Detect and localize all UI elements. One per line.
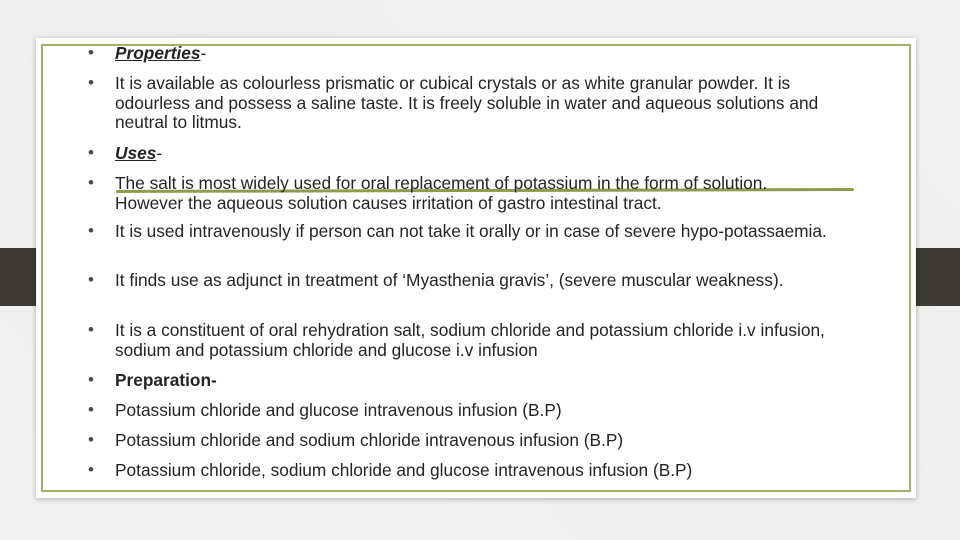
bullet-icon: • xyxy=(88,173,94,192)
bullet-icon: • xyxy=(88,460,94,479)
bullet-icon: • xyxy=(88,73,94,92)
list-item xyxy=(62,222,832,242)
preparation-item: Potassium chloride and sodium chloride intravenous infusion (B.P) xyxy=(115,430,624,450)
list-item xyxy=(62,431,832,451)
preparation-heading: Preparation- xyxy=(115,370,217,390)
properties-text: It is available as colourless prismatic or cubical crystals or as white granular powder. It is odourless and possess a saline taste. It is freely soluble in water and aqueous solutions and neutral to litmus. xyxy=(115,73,819,132)
list-item xyxy=(62,74,832,133)
bullet-icon: • xyxy=(88,370,94,389)
list-item xyxy=(62,461,832,481)
uses-heading: Uses xyxy=(115,143,157,163)
bullet-icon: • xyxy=(88,400,94,419)
bullet-icon: • xyxy=(88,430,94,449)
list-item xyxy=(62,144,832,164)
properties-heading: Properties xyxy=(115,43,201,63)
uses-item: It is a constituent of oral rehydration salt, sodium chloride and potassium chloride i.v infusion, sodium and potassium chloride and glucose i.v infusion xyxy=(115,320,825,360)
uses-item: The salt is most widely used for oral replacement of potassium in the form of solution. However the aqueous solution causes irritation of gastro intestinal tract. xyxy=(115,173,768,213)
list-item xyxy=(62,401,832,421)
uses-dash: - xyxy=(156,143,163,163)
bullet-icon: • xyxy=(88,270,94,289)
list-item xyxy=(62,174,832,213)
bullet-icon: • xyxy=(88,43,94,62)
preparation-item: Potassium chloride and glucose intravenous infusion (B.P) xyxy=(115,400,562,420)
bullet-icon: • xyxy=(88,143,94,162)
properties-dash: - xyxy=(200,43,207,63)
list-item xyxy=(62,44,832,64)
preparation-item: Potassium chloride, sodium chloride and glucose intravenous infusion (B.P) xyxy=(115,460,693,480)
list-item xyxy=(62,371,832,391)
uses-item: It is used intravenously if person can not take it orally or in case of severe hypo-potassaemia. xyxy=(115,221,827,241)
bullet-icon: • xyxy=(88,221,94,240)
list-item xyxy=(62,271,832,291)
uses-item: It finds use as adjunct in treatment of ‘Myasthenia gravis’, (severe muscular weakness). xyxy=(115,270,784,290)
bullet-icon: • xyxy=(88,320,94,339)
list-item xyxy=(62,321,832,360)
